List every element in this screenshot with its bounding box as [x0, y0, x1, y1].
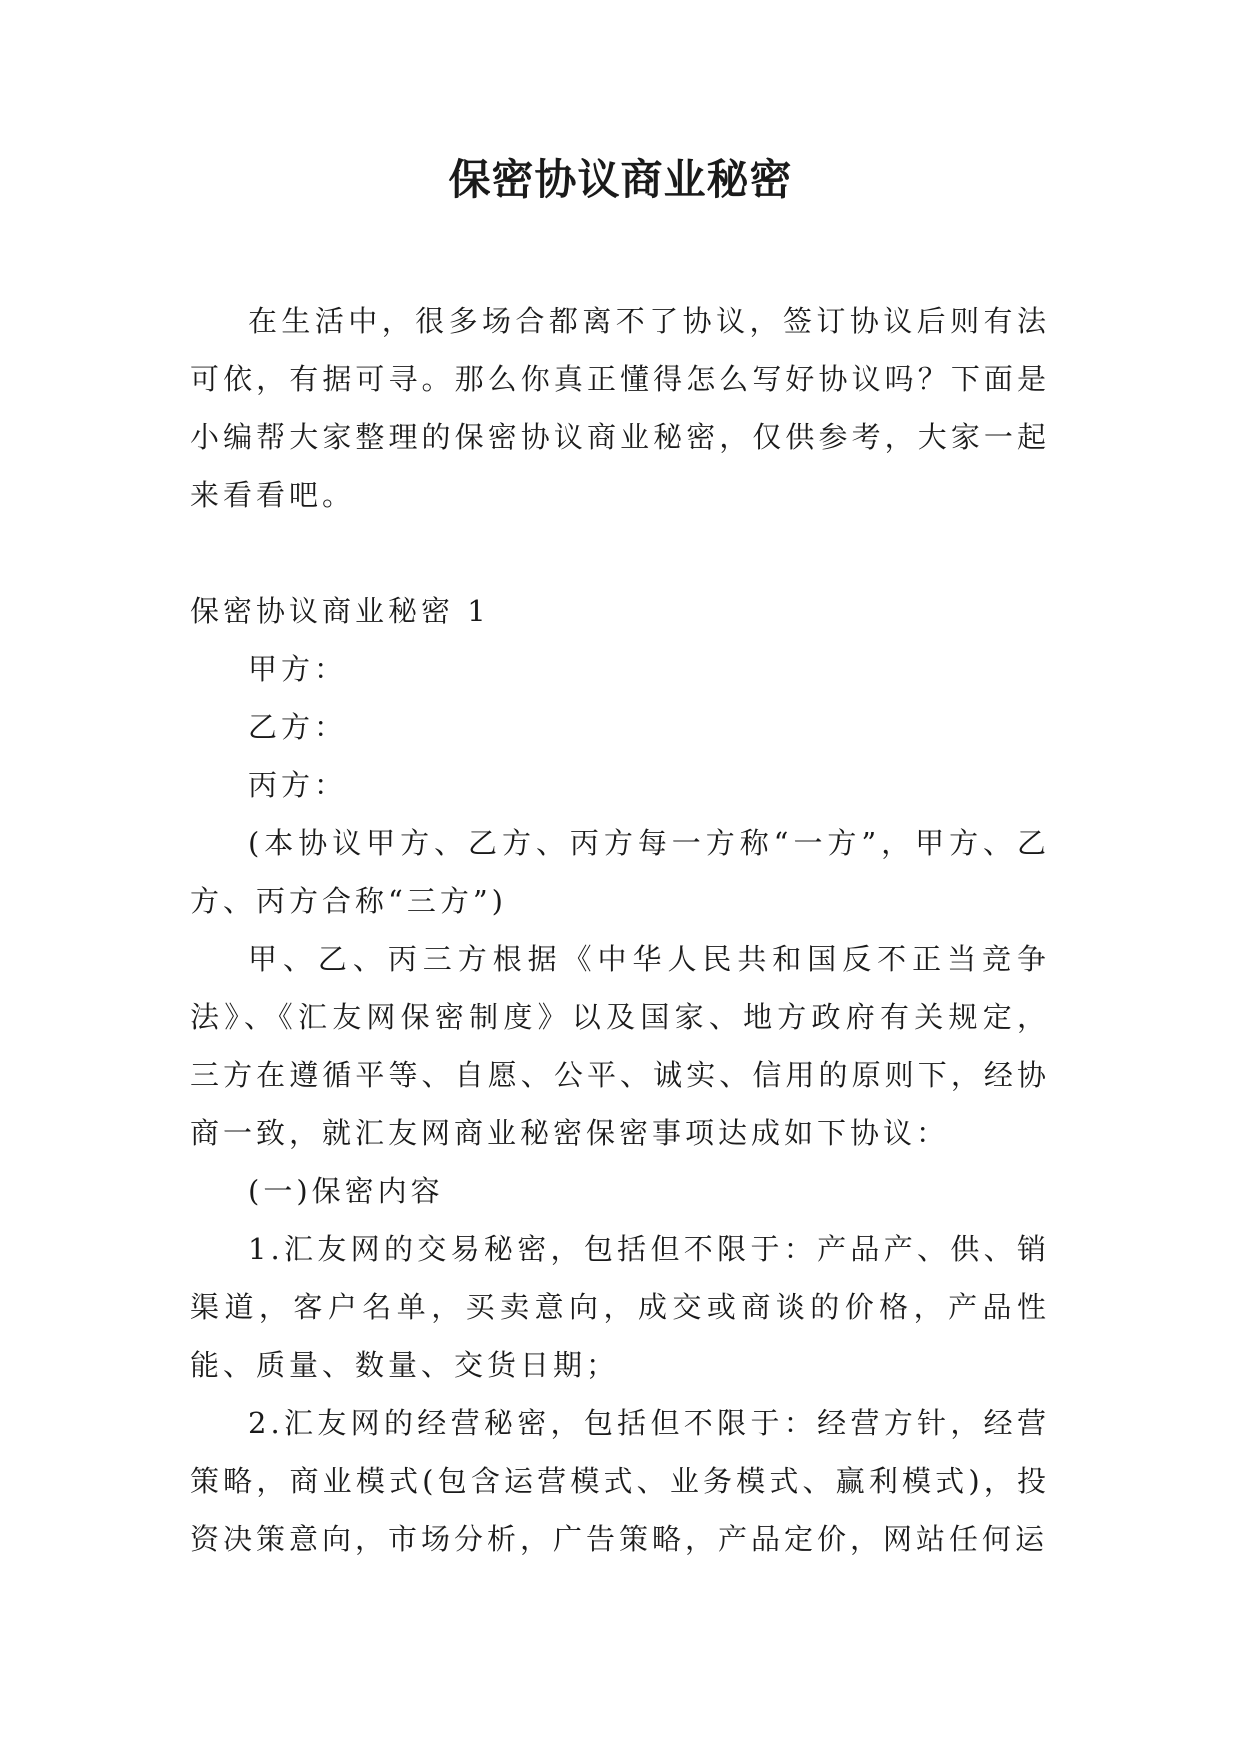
document-body [190, 292, 1050, 1568]
clause-heading: (一)保密内容 [248, 1174, 444, 1208]
party-b-line: 乙方： [248, 710, 348, 744]
party-a-line: 甲方： [248, 652, 348, 686]
intro-paragraph: 在生活中，很多场合都离不了协议，签订协议后则有法可依，有据可寻。那么你真正懂得怎么写好协议吗？下面是小编帮大家整理的保密协议商业秘密，仅供参考，大家一起来看看吧。 [190, 304, 1050, 512]
section-heading: 保密协议商业秘密 1 [190, 594, 490, 628]
clause-item-1: 1.汇友网的交易秘密，包括但不限于：产品产、供、销渠道，客户名单，买卖意向，成交或商谈的价格，产品性能、质量、数量、交货日期； [190, 1232, 1050, 1382]
clause-item-2: 2.汇友网的经营秘密，包括但不限于：经营方针，经营策略，商业模式(包含运营模式、业务模式、赢利模式)，投资决策意向，市场分析，广告策略，产品定价，网站任何运 [190, 1406, 1050, 1556]
party-c-line: 丙方： [248, 768, 348, 802]
parties-note-paragraph: (本协议甲方、乙方、丙方每一方称“一方”，甲方、乙方、丙方合称“三方”) [190, 826, 1050, 918]
paragraph-gap [190, 524, 1050, 582]
document-title: 保密协议商业秘密 [448, 155, 793, 204]
preamble-paragraph: 甲、乙、丙三方根据《中华人民共和国反不正当竞争法》、《汇友网保密制度》以及国家、地方政府有关规定，三方在遵循平等、自愿、公平、诚实、信用的原则下，经协商一致，就汇友网商业秘密保密事项达成如下协议： [190, 942, 1050, 1150]
